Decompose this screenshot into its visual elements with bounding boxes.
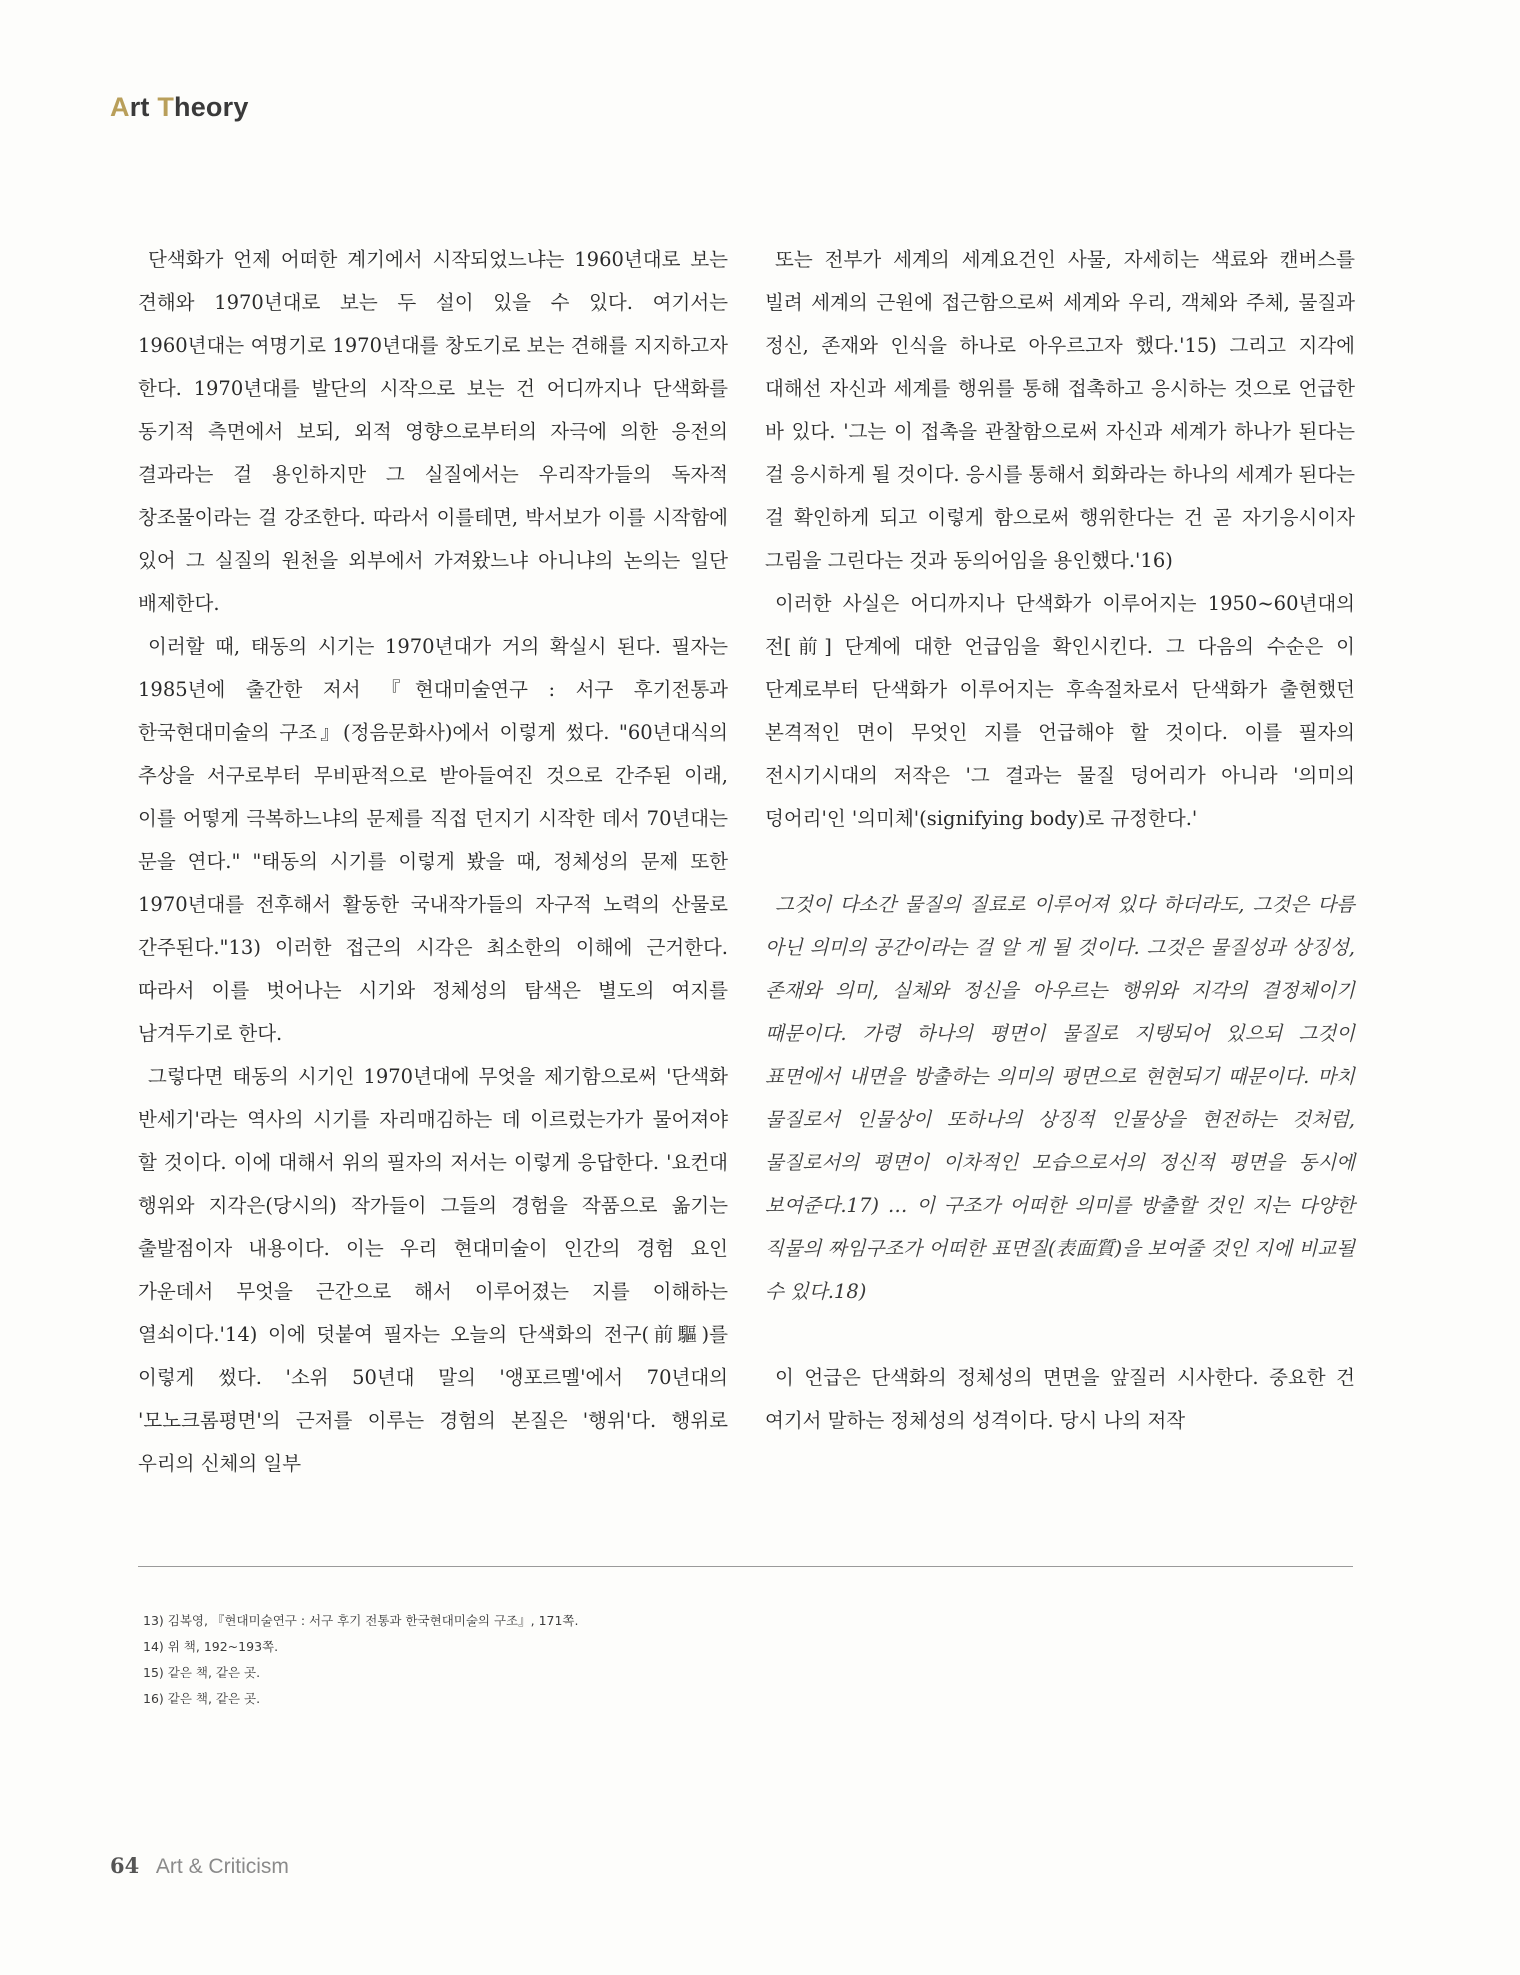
body-paragraph: 이러한 사실은 어디까지나 단색화가 이루어지는 1950~60년대의 전[前] 단계에 대한 언급임을 확인시킨다. 그 다음의 수순은 이 단계로부터 단색화가 이루어지는 후속절차로서 단색화가 출현했던 본격적인 면이 무엇인 지를 언급해야 할 것이다. 이를 필자의 전시기시대의 저작은 '그 결과는 물질 덩어리가 아니라 '의미의 덩어리'인 '의미체'(signifying body)로 규정한다.' (765, 592, 1355, 830)
section-title-part-b: heory (174, 92, 249, 122)
footnotes (143, 1608, 579, 1712)
body-paragraph: 이러할 때, 태동의 시기는 1970년대가 거의 확실시 된다. 필자는 1985년에 출간한 저서 『현대미술연구 : 서구 후기전통과 한국현대미술의 구조』(정음문화사)에서 이렇게 썼다. "60년대식의 추상을 서구로부터 무비판적으로 받아들여진 것으로 간주된 이래, 이를 어떻게 극복하느냐의 문제를 직접 던지기 시작한 데서 70년대는 문을 연다." "태동의 시기를 이렇게 봤을 때, 정체성의 문제 또한 1970년대를 전후해서 활동한 국내작가들의 자구적 노력의 산물로 간주된다."13) 이러한 접근의 시각은 최소한의 이해에 근거한다. 따라서 이를 벗어나는 시기와 정체성의 탐색은 별도의 여지를 남겨두기로 한다. (138, 635, 728, 1045)
page-number: 64 (110, 1853, 140, 1878)
section-title-accent-a: A (110, 92, 130, 122)
section-title (110, 92, 249, 123)
right-column (765, 238, 1355, 1442)
footnote: 13) 김복영, 『현대미술연구 : 서구 후기 전통과 한국현대미술의 구조』, 171쪽. (143, 1613, 579, 1628)
section-title-part-a: rt (129, 92, 158, 122)
left-column (138, 238, 728, 1485)
body-paragraph: 그렇다면 태동의 시기인 1970년대에 무엇을 제기함으로써 '단색화 반세기'라는 역사의 시기를 자리매김하는 데 이르렀는가가 물어져야 할 것이다. 이에 대해서 위의 필자의 저서는 이렇게 응답한다. '요컨대 행위와 지각은(당시의) 작가들이 그들의 경험을 작품으로 옮기는 출발점이자 내용이다. 이는 우리 현대미술이 인간의 경험 요인 가운데서 무엇을 근간으로 해서 이루어졌는 지를 이해하는 열쇠이다.'14) 이에 덧붙여 필자는 오늘의 단색화의 전구(前驅)를 이렇게 썼다. '소위 50년대 말의 '앵포르멜'에서 70년대의 '모노크롬평면'의 근저를 이루는 경험의 본질은 '행위'다. 행위로 우리의 신체의 일부 (138, 1065, 728, 1475)
body-paragraph: 단색화가 언제 어떠한 계기에서 시작되었느냐는 1960년대로 보는 견해와 1970년대로 보는 두 설이 있을 수 있다. 여기서는 1960년대는 여명기로 1970년대를 창도기로 보는 견해를 지지하고자 한다. 1970년대를 발단의 시작으로 보는 건 어디까지나 단색화를 동기적 측면에서 보되, 외적 영향으로부터의 자극에 의한 응전의 결과라는 걸 용인하지만 그 실질에서는 우리작가들의 독자적 창조물이라는 걸 강조한다. 따라서 이를테면, 박서보가 이를 시작함에 있어 그 실질의 원천을 외부에서 가져왔느냐 아니냐의 논의는 일단 배제한다. (138, 248, 728, 615)
footnote-divider (138, 1566, 1353, 1567)
footnote: 14) 위 책, 192~193쪽. (143, 1639, 279, 1654)
journal-name: Art & Criticism (155, 1855, 289, 1878)
body-paragraph: 또는 전부가 세계의 세계요건인 사물, 자세히는 색료와 캔버스를 빌려 세계의 근원에 접근함으로써 세계와 우리, 객체와 주체, 물질과 정신, 존재와 인식을 하나로 아우르고자 했다.'15) 그리고 지각에 대해선 자신과 세계를 행위를 통해 접촉하고 응시하는 것으로 언급한 바 있다. '그는 이 접촉을 관찰함으로써 자신과 세계가 하나가 된다는 걸 응시하게 될 것이다. 응시를 통해서 회화라는 하나의 세계가 된다는 걸 확인하게 되고 이렇게 함으로써 행위한다는 건 곧 자기응시이자 그림을 그린다는 것과 동의어임을 용인했다.'16) (765, 248, 1355, 572)
block-quote: 그것이 다소간 물질의 질료로 이루어져 있다 하더라도, 그것은 다름 아닌 의미의 공간이라는 걸 알 게 될 것이다. 그것은 물질성과 상징성, 존재와 의미, 실체와 정신을 아우르는 행위와 지각의 결정체이기 때문이다. 가령 하나의 평면이 물질로 지탱되어 있으되 그것이 표면에서 내면을 방출하는 의미의 평면으로 현현되기 때문이다. 마치 물질로서 인물상이 또하나의 상징적 인물상을 현전하는 것처럼, 물질로서의 평면이 이차적인 모습으로서의 정신적 평면을 동시에 보여준다.17) … 이 구조가 어떠한 의미를 방출할 것인 지는 다양한 직물의 짜임구조가 어떠한 표면질(表面質)을 보여줄 것인 지에 비교될 수 있다.18) (765, 893, 1355, 1303)
footnote: 16) 같은 책, 같은 곳. (143, 1691, 261, 1706)
section-title-accent-t: T (157, 92, 175, 122)
page-footer (110, 1853, 289, 1879)
body-paragraph: 이 언급은 단색화의 정체성의 면면을 앞질러 시사한다. 중요한 건 여기서 말하는 정체성의 성격이다. 당시 나의 저작 (765, 1366, 1355, 1432)
footnote: 15) 같은 책, 같은 곳. (143, 1665, 261, 1680)
